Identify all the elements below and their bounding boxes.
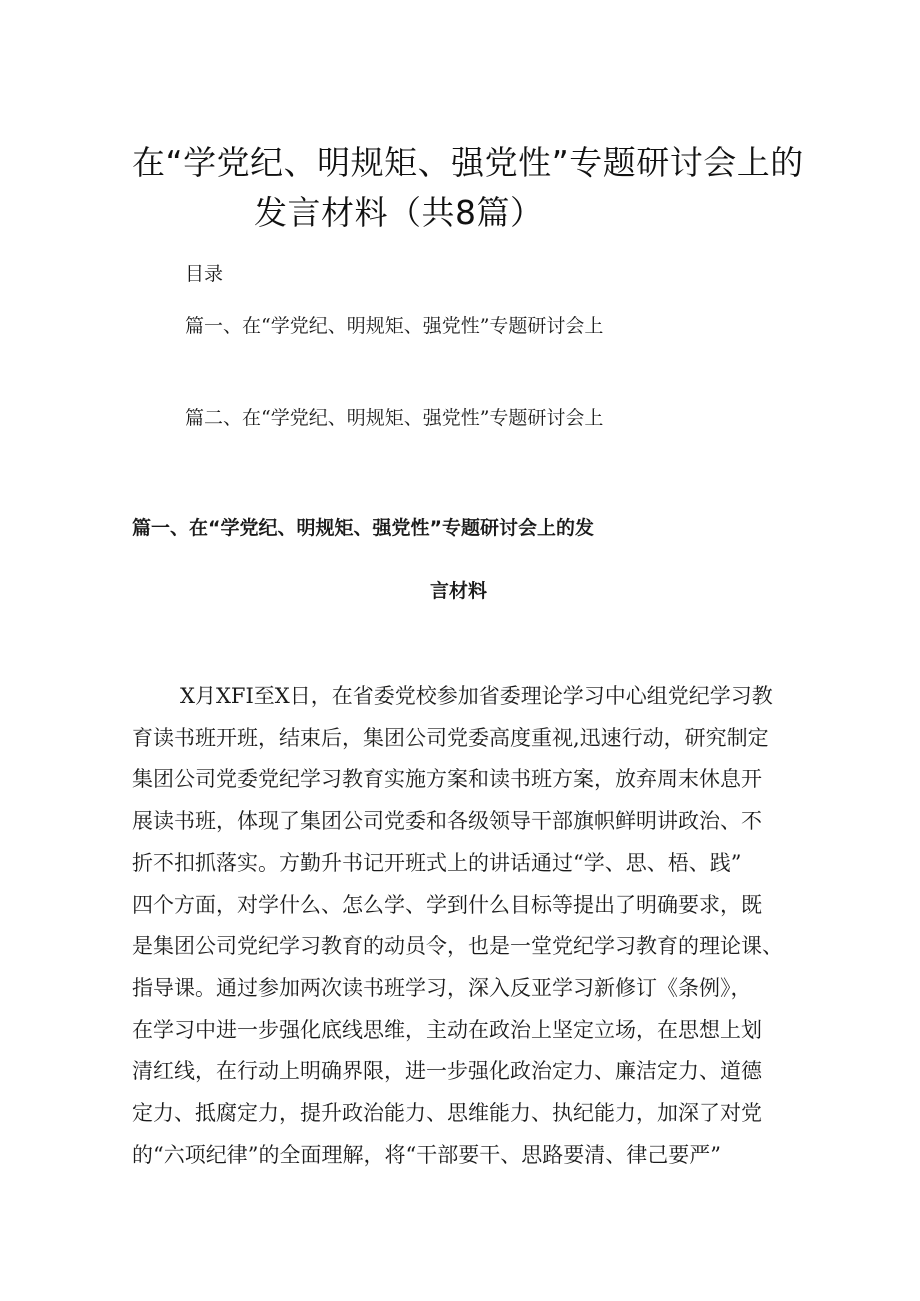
body-line: 折不扣抓落实。方勤升书记开班式上的讲话通过“学、思、梧、践”: [132, 850, 742, 875]
toc-item-1[interactable]: 篇一、在“学党纪、明规矩、强党性”专题研讨会上: [185, 315, 604, 337]
body-line: 在学习中进一步强化底线思维，主动在政治上坚定立场，在思想上划: [132, 1017, 762, 1042]
body-line: X月XFI至X日，在省委党校参加省委理论学习中心组党纪学习教: [180, 684, 773, 708]
document-title-line-2: 发言材料（共8篇）: [254, 193, 544, 232]
body-line: 展读书班，体现了集团公司党委和各级领导干部旗帜鲜明讲政治、不: [132, 809, 762, 834]
body-line: 定力、抵腐定力，提升政治能力、思维能力、执纪能力，加深了对党: [132, 1101, 762, 1126]
section-title-line-2: 言材料: [430, 580, 488, 602]
section-title-line-1: 篇一、在“学党纪、明规矩、强党性”专题研讨会上的发: [132, 517, 594, 539]
body-line: 清红线，在行动上明确界限，进一步强化政治定力、廉洁定力、道德: [132, 1059, 762, 1084]
body-line: 是集团公司党纪学习教育的动员令，也是一堂党纪学习教育的理论课、: [132, 934, 783, 959]
body-line: 集团公司党委党纪学习教育实施方案和读书班方案，放弃周末休息开: [132, 767, 762, 792]
body-line: 育读书班开班，结束后，集团公司党委高度重视,迅速行动，研究制定: [132, 725, 769, 750]
document-title: [132, 138, 832, 238]
toc-heading: 目录: [185, 263, 224, 285]
body-paragraph: [132, 676, 792, 1176]
document-title-line-1: 在“学党纪、明规矩、强党性”专题研讨会上的: [132, 143, 804, 182]
body-line: 指导课。通过参加两次读书班学习，深入反亚学习新修订《条例》，: [132, 975, 752, 1000]
body-line: 的“六项纪律”的全面理解，将“干部要干、思路要清、律己要严”: [132, 1142, 721, 1167]
body-line: 四个方面，对学什么、怎么学、学到什么目标等提出了明确要求，既: [132, 892, 762, 917]
toc-item-2[interactable]: 篇二、在“学党纪、明规矩、强党性”专题研讨会上: [185, 407, 604, 429]
